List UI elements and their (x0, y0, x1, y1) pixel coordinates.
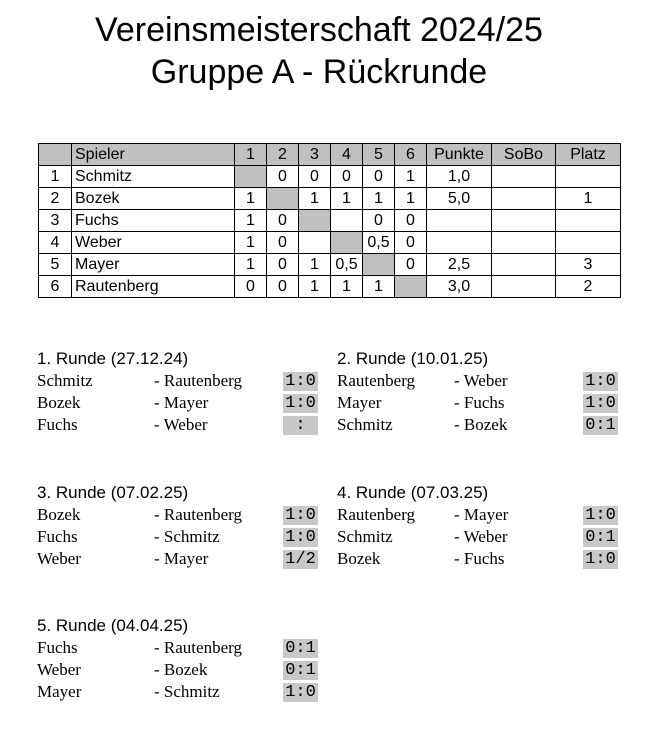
result-cell: 1 (235, 254, 267, 276)
table-row (39, 166, 621, 188)
platz-cell: 2 (556, 276, 621, 298)
game-row (37, 681, 327, 703)
header-cell-3: 3 (299, 144, 331, 166)
result-cell: 1 (363, 188, 395, 210)
player-white: Mayer (337, 393, 382, 412)
game-result: 1/2 (283, 550, 318, 569)
game-row (37, 392, 327, 414)
player-black: - Mayer (154, 393, 209, 412)
player-white: Weber (37, 660, 81, 679)
result-cell: 0 (235, 276, 267, 298)
player-white: Schmitz (37, 371, 93, 390)
result-cell: 1 (299, 188, 331, 210)
player-white: Fuchs (37, 638, 78, 657)
player-name-cell: Weber (72, 232, 235, 254)
header-cell-1: 1 (235, 144, 267, 166)
result-cell (331, 210, 363, 232)
header-cell-4: 4 (331, 144, 363, 166)
platz-cell: 1 (556, 188, 621, 210)
game-result: 1:0 (583, 394, 618, 413)
header-cell-platz: Platz (556, 144, 621, 166)
row-number-cell: 2 (39, 188, 72, 210)
player-black: - Fuchs (454, 549, 505, 568)
result-cell: 0,5 (363, 232, 395, 254)
result-cell: 0 (299, 166, 331, 188)
player-black: - Fuchs (454, 393, 505, 412)
game-row (37, 526, 327, 548)
player-white: Rautenberg (337, 505, 416, 524)
result-cell: 0 (395, 254, 427, 276)
result-cell: 1 (299, 254, 331, 276)
standings-table (38, 143, 621, 298)
result-cell: 1 (363, 276, 395, 298)
result-cell: 1 (331, 188, 363, 210)
result-cell: 0 (331, 166, 363, 188)
sobo-cell (492, 276, 556, 298)
game-result: 0:1 (583, 416, 618, 435)
table-row (39, 188, 621, 210)
result-cell: 1 (299, 276, 331, 298)
result-cell: 0 (363, 166, 395, 188)
game-row (37, 637, 327, 659)
table-row (39, 210, 621, 232)
player-black: - Rautenberg (154, 505, 242, 524)
result-cell (363, 254, 395, 276)
result-cell (331, 232, 363, 254)
result-cell: 0 (267, 254, 299, 276)
punkte-cell: 5,0 (427, 188, 492, 210)
row-number-cell: 6 (39, 276, 72, 298)
header-cell-punkte: Punkte (427, 144, 492, 166)
sobo-cell (492, 210, 556, 232)
player-white: Schmitz (337, 527, 393, 546)
game-result: 0:1 (583, 528, 618, 547)
player-black: - Rautenberg (154, 638, 242, 657)
game-result: 1:0 (283, 528, 318, 547)
round-block (337, 482, 627, 570)
player-white: Schmitz (337, 415, 393, 434)
page-subtitle: Gruppe A - Rückrunde (150, 53, 488, 91)
player-black: - Schmitz (154, 527, 220, 546)
header-cell-5: 5 (363, 144, 395, 166)
row-number-cell: 5 (39, 254, 72, 276)
player-black: - Schmitz (154, 682, 220, 701)
punkte-cell: 1,0 (427, 166, 492, 188)
player-black: - Weber (154, 415, 208, 434)
result-cell: 1 (235, 210, 267, 232)
result-cell: 0 (363, 210, 395, 232)
sobo-cell (492, 188, 556, 210)
result-cell: 1 (235, 188, 267, 210)
game-result: 1:0 (283, 372, 318, 391)
punkte-cell (427, 210, 492, 232)
game-row (37, 414, 327, 436)
player-white: Fuchs (37, 527, 78, 546)
table-row (39, 276, 621, 298)
row-number-cell: 1 (39, 166, 72, 188)
punkte-cell: 2,5 (427, 254, 492, 276)
result-cell (235, 166, 267, 188)
round-block (37, 615, 327, 703)
result-cell: 1 (331, 276, 363, 298)
game-result: 1:0 (583, 372, 618, 391)
player-name-cell: Schmitz (72, 166, 235, 188)
result-cell: 0,5 (331, 254, 363, 276)
sobo-cell (492, 166, 556, 188)
player-name-cell: Mayer (72, 254, 235, 276)
result-cell: 0 (395, 232, 427, 254)
player-black: - Mayer (154, 549, 209, 568)
header-cell-2: 2 (267, 144, 299, 166)
result-cell (299, 232, 331, 254)
row-number-cell: 3 (39, 210, 72, 232)
round-block (37, 482, 327, 570)
header-cell-number (39, 144, 72, 166)
punkte-cell: 3,0 (427, 276, 492, 298)
result-cell: 1 (395, 188, 427, 210)
result-cell: 0 (267, 232, 299, 254)
page-title: Vereinsmeisterschaft 2024/25 (95, 11, 543, 49)
result-cell: 1 (235, 232, 267, 254)
game-row (337, 504, 627, 526)
game-row (337, 370, 627, 392)
result-cell: 0 (395, 210, 427, 232)
player-white: Mayer (37, 682, 82, 701)
player-white: Fuchs (37, 415, 78, 434)
game-row (337, 414, 627, 436)
round-title: 2. Runde (10.01.25) (337, 349, 489, 368)
player-black: - Weber (454, 527, 508, 546)
punkte-cell (427, 232, 492, 254)
round-title: 3. Runde (07.02.25) (37, 483, 189, 502)
player-name-cell: Rautenberg (72, 276, 235, 298)
platz-cell (556, 210, 621, 232)
platz-cell (556, 166, 621, 188)
result-cell: 0 (267, 276, 299, 298)
player-white: Bozek (37, 393, 81, 412)
player-white: Bozek (37, 505, 81, 524)
result-cell (395, 276, 427, 298)
result-cell: 0 (267, 166, 299, 188)
game-row (37, 370, 327, 392)
round-title: 5. Runde (04.04.25) (37, 616, 189, 635)
player-black: - Rautenberg (154, 371, 242, 390)
game-row (37, 548, 327, 570)
result-cell: 0 (267, 210, 299, 232)
player-black: - Bozek (454, 415, 508, 434)
row-number-cell: 4 (39, 232, 72, 254)
table-row (39, 254, 621, 276)
game-row (337, 526, 627, 548)
player-black: - Mayer (454, 505, 509, 524)
player-black: - Bozek (154, 660, 208, 679)
game-row (337, 392, 627, 414)
game-row (337, 548, 627, 570)
game-result: 1:0 (583, 550, 618, 569)
player-white: Bozek (337, 549, 381, 568)
player-white: Weber (37, 549, 81, 568)
platz-cell: 3 (556, 254, 621, 276)
round-title: 1. Runde (27.12.24) (37, 349, 189, 368)
result-cell (267, 188, 299, 210)
game-row (37, 504, 327, 526)
result-cell: 1 (395, 166, 427, 188)
game-result: : (283, 416, 318, 435)
sobo-cell (492, 232, 556, 254)
header-cell-6: 6 (395, 144, 427, 166)
platz-cell (556, 232, 621, 254)
round-title: 4. Runde (07.03.25) (337, 483, 489, 502)
game-result: 0:1 (283, 661, 318, 680)
player-black: - Weber (454, 371, 508, 390)
table-header-row (39, 144, 621, 166)
result-cell (299, 210, 331, 232)
round-block (337, 348, 627, 436)
player-name-cell: Fuchs (72, 210, 235, 232)
header-cell-sobo: SoBo (492, 144, 556, 166)
game-result: 1:0 (583, 506, 618, 525)
table-row (39, 232, 621, 254)
game-result: 0:1 (283, 639, 318, 658)
player-white: Rautenberg (337, 371, 416, 390)
game-result: 1:0 (283, 394, 318, 413)
header-cell-spieler: Spieler (72, 144, 235, 166)
player-name-cell: Bozek (72, 188, 235, 210)
sobo-cell (492, 254, 556, 276)
game-row (37, 659, 327, 681)
round-block (37, 348, 327, 436)
game-result: 1:0 (283, 683, 318, 702)
game-result: 1:0 (283, 506, 318, 525)
